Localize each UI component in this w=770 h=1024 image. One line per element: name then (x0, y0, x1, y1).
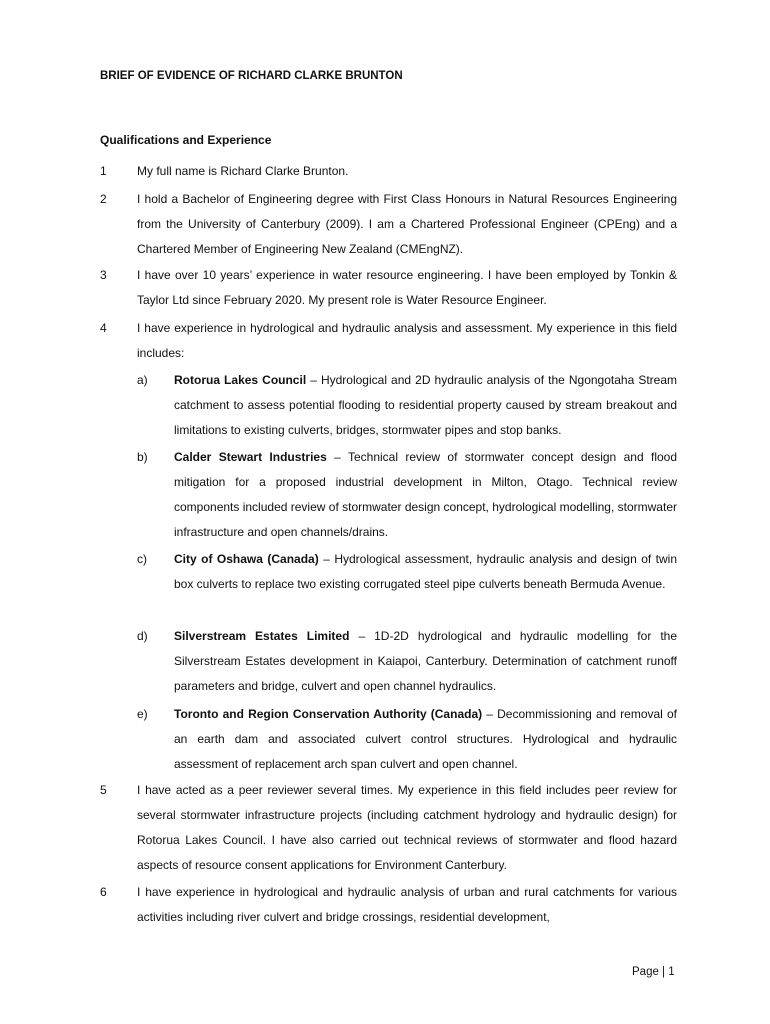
subitem-text (174, 547, 677, 597)
subitem-body: – Hydrological assessment, hydraulic analysis and design of twin box culverts to replace two existing corrugated steel pipe culverts beneath Bermuda Avenue. (174, 552, 677, 591)
paragraph-text: I have over 10 years’ experience in water resource engineering. I have been employed by Tonkin & Taylor Ltd since February 2020. My present role is Water Resource Engineer. (137, 268, 677, 307)
subitem-text (174, 624, 677, 699)
subitem-body: – Decommissioning and removal of an earth dam and associated culvert control structures. Hydrological and hydraulic assessment of replacement arch span culvert and open channel. (174, 707, 677, 771)
subitem-name: Toronto and Region Conservation Authority (Canada) (174, 707, 483, 721)
subitem-name: Calder Stewart Industries (174, 450, 327, 464)
paragraph-2 (100, 187, 677, 262)
paragraph-number: 3 (100, 268, 107, 282)
subitem-label: c) (137, 552, 147, 566)
paragraph-text: I have acted as a peer reviewer several times. My experience in this field includes peer review for several stormwater infrastructure projects (including catchment hydrology and hydraulic design) for Rotorua Lakes Council. I have also carried out technical reviews of stormwater and flood hazard aspects of resource consent applications for Environment Canterbury. (137, 783, 677, 872)
paragraph-text: I have experience in hydrological and hydraulic analysis and assessment. My experience in this field includes: (137, 321, 677, 360)
subitem-label: d) (137, 629, 148, 643)
paragraph-text: I have experience in hydrological and hydraulic analysis of urban and rural catchments for various activities including river culvert and bridge crossings, residential development, (137, 885, 677, 924)
subitem-label: e) (137, 707, 148, 721)
subitem-e (137, 702, 677, 777)
paragraph-5 (100, 778, 677, 878)
paragraph-number: 2 (100, 192, 107, 206)
paragraph-1 (100, 159, 677, 184)
subitem-name: Silverstream Estates Limited (174, 629, 350, 643)
document-title: BRIEF OF EVIDENCE OF RICHARD CLARKE BRUNTON (100, 70, 403, 82)
subitem-name: City of Oshawa (Canada) (174, 552, 319, 566)
subitem-text (174, 368, 677, 443)
subitem-body: – Technical review of stormwater concept design and flood mitigation for a proposed industrial development in Milton, Otago. Technical review components included review of stormwater design concept, hydrological modelling, stormwater infrastructure and open channels/drains. (174, 450, 678, 539)
subitem-text (174, 445, 677, 545)
paragraph-number: 5 (100, 783, 107, 797)
page-number-footer: Page | 1 (632, 966, 675, 978)
paragraph-number: 1 (100, 164, 107, 178)
subitem-c (137, 547, 677, 597)
subitem-b (137, 445, 677, 545)
section-heading: Qualifications and Experience (100, 133, 272, 147)
paragraph-3 (100, 263, 677, 313)
paragraph-text: My full name is Richard Clarke Brunton. (137, 164, 349, 178)
subitem-name: Rotorua Lakes Council (174, 373, 307, 387)
paragraph-number: 6 (100, 885, 107, 899)
paragraph-text: I hold a Bachelor of Engineering degree with First Class Honours in Natural Resources Engineering from the University of Canterbury (2009). I am a Chartered Professional Engineer (CPEng) and a Chartered Member of Engineering New Zealand (CMEngNZ). (137, 192, 677, 256)
paragraph-4 (100, 316, 677, 366)
subitem-text (174, 702, 677, 777)
paragraph-number: 4 (100, 321, 107, 335)
subitem-label: b) (137, 450, 148, 464)
subitem-label: a) (137, 373, 148, 387)
subitem-d (137, 624, 677, 699)
subitem-a (137, 368, 677, 443)
subitem-body: – Hydrological and 2D hydraulic analysis of the Ngongotaha Stream catchment to assess potential flooding to residential property caused by stream breakout and limitations to existing culverts, bridges, stormwater pipes and stop banks. (174, 373, 677, 437)
paragraph-6 (100, 880, 677, 930)
subitem-body: – 1D-2D hydrological and hydraulic modelling for the Silverstream Estates development in Kaiapoi, Canterbury. Determination of catchment runoff parameters and bridge, culvert and open channel hydraulics. (174, 629, 678, 693)
